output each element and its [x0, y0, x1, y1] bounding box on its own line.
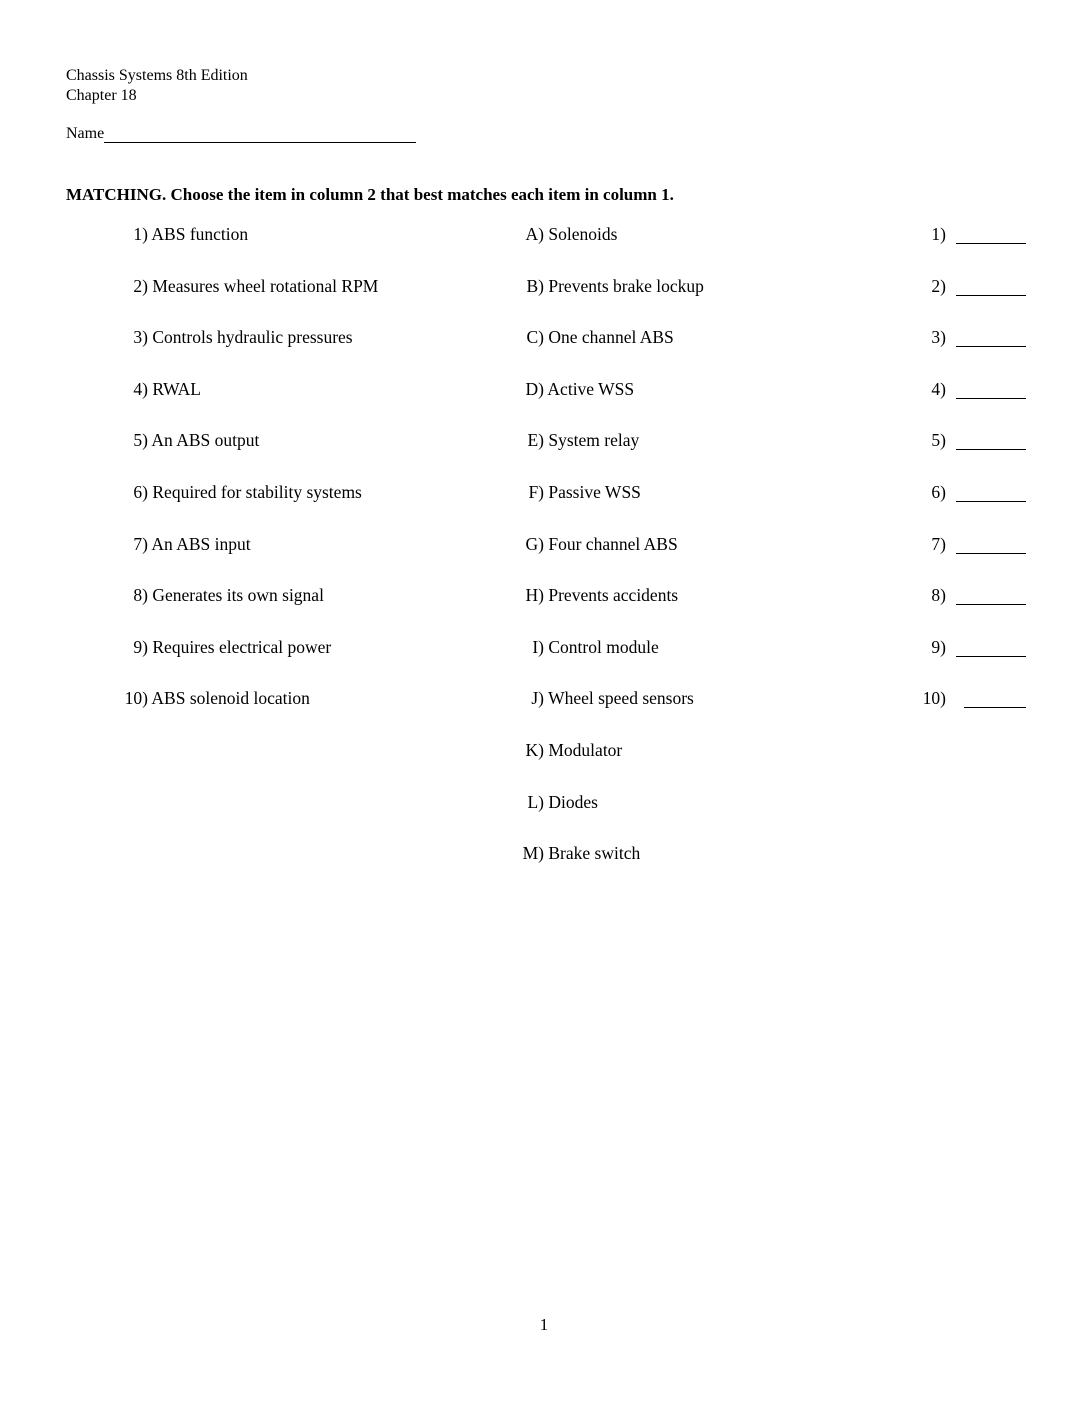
answer-choice	[490, 224, 617, 244]
question-item	[100, 224, 252, 244]
answer-choice	[490, 482, 641, 502]
choice-text: Passive WSS	[548, 482, 641, 502]
choice-text: Prevents brake lockup	[548, 275, 704, 296]
choice-text: Solenoids	[548, 224, 618, 244]
choice-letter: F)	[528, 482, 544, 502]
answer-row	[900, 534, 1026, 554]
choice-letter: J)	[531, 688, 544, 709]
page-number: 1	[539, 1315, 549, 1334]
choice-text: Four channel ABS	[548, 533, 678, 554]
answer-row	[900, 637, 1026, 657]
question-number: 7)	[133, 533, 148, 554]
question-number: 9)	[133, 636, 148, 657]
answer-blank[interactable]	[956, 277, 1026, 296]
question-number: 6)	[133, 482, 148, 502]
answer-row	[900, 688, 1026, 708]
name-field-row	[66, 124, 416, 143]
choice-text: One channel ABS	[548, 327, 674, 348]
choice-letter: A)	[525, 224, 544, 244]
answer-number: 6)	[931, 482, 946, 502]
choice-text: Brake switch	[548, 843, 641, 864]
answer-blank[interactable]	[964, 689, 1026, 708]
question-number: 4)	[133, 378, 148, 399]
answer-blank[interactable]	[956, 535, 1026, 554]
choice-text: Wheel speed sensors	[548, 688, 694, 709]
answer-choice	[490, 688, 694, 708]
choice-text: Modulator	[548, 740, 623, 760]
answer-row	[900, 482, 1026, 502]
question-item	[100, 534, 252, 554]
choice-letter: I)	[532, 636, 544, 657]
question-text: Generates its own signal	[152, 585, 324, 606]
answer-number: 4)	[931, 378, 946, 399]
question-item	[100, 327, 353, 348]
answer-choice	[490, 276, 704, 296]
answer-blank[interactable]	[956, 225, 1026, 244]
question-number: 10)	[124, 688, 148, 709]
answer-blank[interactable]	[956, 380, 1026, 399]
answer-blank[interactable]	[956, 638, 1026, 657]
answer-row	[900, 327, 1026, 347]
answer-blank[interactable]	[956, 328, 1026, 347]
question-text: Controls hydraulic pressures	[152, 327, 353, 348]
answer-row	[900, 224, 1026, 244]
choice-letter: G)	[525, 533, 544, 554]
question-number: 8)	[133, 585, 148, 606]
choice-letter: D)	[525, 378, 544, 399]
question-item	[100, 688, 310, 709]
choice-text: Control module	[548, 636, 659, 657]
answer-choice	[490, 327, 674, 347]
question-text: Requires electrical power	[152, 636, 332, 657]
choice-letter: E)	[527, 430, 544, 451]
choice-letter: L)	[527, 791, 544, 812]
choice-letter: C)	[526, 327, 544, 348]
answer-number: 8)	[931, 585, 946, 606]
answer-choice	[490, 637, 659, 657]
question-number: 5)	[133, 430, 148, 451]
answer-choice	[490, 430, 639, 450]
question-item	[100, 636, 332, 657]
choice-letter: B)	[526, 275, 544, 296]
question-text: ABS solenoid location	[151, 688, 310, 709]
answer-choice	[490, 534, 678, 554]
matching-instructions: MATCHING. Choose the item in column 2 that best matches each item in column 1.	[66, 185, 674, 204]
choice-text: System relay	[548, 430, 640, 451]
choice-text: Diodes	[548, 791, 598, 812]
answer-number: 7)	[931, 533, 946, 554]
answer-blank[interactable]	[956, 431, 1026, 450]
question-text: ABS function	[151, 224, 249, 244]
answer-blank[interactable]	[956, 586, 1026, 605]
question-item	[100, 275, 379, 296]
question-item	[100, 379, 252, 399]
answer-number: 2)	[931, 275, 946, 296]
answer-number: 5)	[931, 430, 946, 451]
answer-number: 3)	[931, 327, 946, 348]
question-text: An ABS output	[151, 430, 260, 451]
question-number: 3)	[133, 327, 148, 348]
question-number: 2)	[133, 275, 148, 296]
answer-row	[900, 585, 1026, 605]
answer-choice	[490, 740, 622, 760]
chapter-label: Chapter 18	[66, 87, 137, 104]
question-text: Measures wheel rotational RPM	[152, 275, 379, 296]
question-item	[100, 482, 362, 502]
name-blank-line[interactable]	[104, 124, 416, 143]
name-label: Name	[66, 125, 105, 142]
choice-letter: K)	[525, 740, 544, 760]
answer-choice	[490, 585, 678, 605]
answer-choice	[490, 792, 598, 812]
answer-choice	[490, 379, 634, 399]
answer-row	[900, 430, 1026, 450]
answer-number: 9)	[931, 636, 946, 657]
book-title: Chassis Systems 8th Edition	[66, 67, 248, 84]
question-text: RWAL	[152, 378, 201, 399]
question-text: An ABS input	[151, 533, 251, 554]
question-item	[100, 430, 260, 451]
answer-blank[interactable]	[956, 483, 1026, 502]
answer-row	[900, 276, 1026, 296]
question-number: 1)	[133, 224, 148, 244]
question-text: Required for stability systems	[152, 482, 362, 502]
question-item	[100, 585, 324, 606]
choice-text: Active WSS	[547, 378, 635, 399]
choice-text: Prevents accidents	[548, 585, 679, 606]
answer-number: 10)	[922, 688, 946, 709]
answer-number: 1)	[931, 224, 946, 244]
choice-letter: M)	[522, 843, 544, 864]
answer-row	[900, 379, 1026, 399]
answer-choice	[490, 843, 640, 863]
choice-letter: H)	[525, 585, 544, 606]
